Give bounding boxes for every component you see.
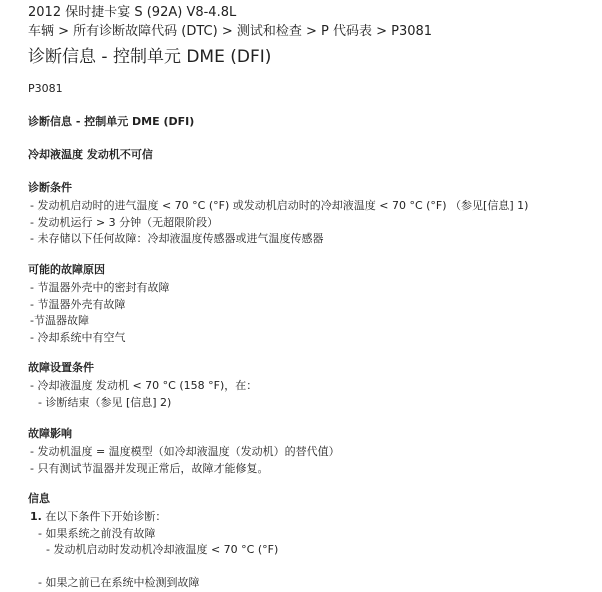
page-title: 诊断信息 - 控制单元 DME (DFI) bbox=[28, 47, 272, 67]
info-subsubitem: - 发动机启动时发动机冷却液温度 < 70 °C (°F) bbox=[46, 543, 279, 556]
cause-item: - 冷却系统中有空气 bbox=[30, 330, 126, 344]
monitor-section bbox=[28, 147, 588, 165]
condition-item: - 未存储以下任何故障：冷却液温度传感器或进气温度传感器 bbox=[30, 232, 324, 245]
cause-item: - 节温器外壳有故障 bbox=[30, 297, 126, 311]
diag-conditions-section bbox=[28, 180, 588, 248]
fault-set-subitem: - 诊断结束（参见 [信息] 2) bbox=[38, 395, 172, 409]
info-step-number: 1. bbox=[30, 510, 42, 523]
vehicle-label: 2012 保时捷卡宴 S (92A) V8-4.8L bbox=[28, 5, 237, 20]
fault-set-section bbox=[28, 360, 588, 411]
condition-item: - 发动机启动时的进气温度 < 70 °C (°F) 或发动机启动时的冷却液温度 < 70 °C (°F) （参见[信息] 1) bbox=[30, 199, 529, 212]
info-subitem: - 如果系统之前没有故障 bbox=[38, 526, 156, 540]
possible-causes-title: 可能的故障原因 bbox=[28, 263, 105, 276]
effect-item: - 发动机温度 = 温度模型（如冷却液温度（发动机）的替代值） bbox=[30, 445, 340, 458]
info-section bbox=[28, 491, 588, 591]
cause-item: -节温器故障 bbox=[30, 314, 89, 327]
diag-conditions-title: 诊断条件 bbox=[28, 181, 72, 194]
fault-set-item: - 冷却液温度 发动机 < 70 °C (158 °F)，在： bbox=[30, 379, 258, 392]
cause-item: - 节温器外壳中的密封有故障 bbox=[30, 281, 170, 294]
fault-effects-section bbox=[28, 426, 588, 477]
diag-info-title: 诊断信息 - 控制单元 DME (DFI) bbox=[28, 115, 195, 128]
fault-set-title: 故障设置条件 bbox=[28, 361, 94, 374]
info-step-text: 在以下条件下开始诊断： bbox=[45, 510, 167, 523]
diag-info-section bbox=[28, 114, 588, 132]
breadcrumb[interactable]: 车辆 > 所有诊断故障代码 (DTC) > 测试和检查 > P 代码表 > P3081 bbox=[28, 24, 433, 39]
info-step bbox=[28, 509, 588, 526]
dtc-code: P3081 bbox=[28, 82, 63, 95]
info-subitem: - 如果之前已在系统中检测到故障 bbox=[38, 575, 200, 589]
possible-causes-section bbox=[28, 262, 588, 346]
condition-item: - 发动机运行 > 3 分钟（无超限阶段） bbox=[30, 215, 219, 229]
monitor-title: 冷却液温度 发动机不可信 bbox=[28, 148, 153, 161]
effect-item: - 只有测试节温器并发现正常后，故障才能修复。 bbox=[30, 461, 269, 475]
fault-effects-title: 故障影响 bbox=[28, 427, 72, 440]
info-title: 信息 bbox=[28, 492, 50, 505]
